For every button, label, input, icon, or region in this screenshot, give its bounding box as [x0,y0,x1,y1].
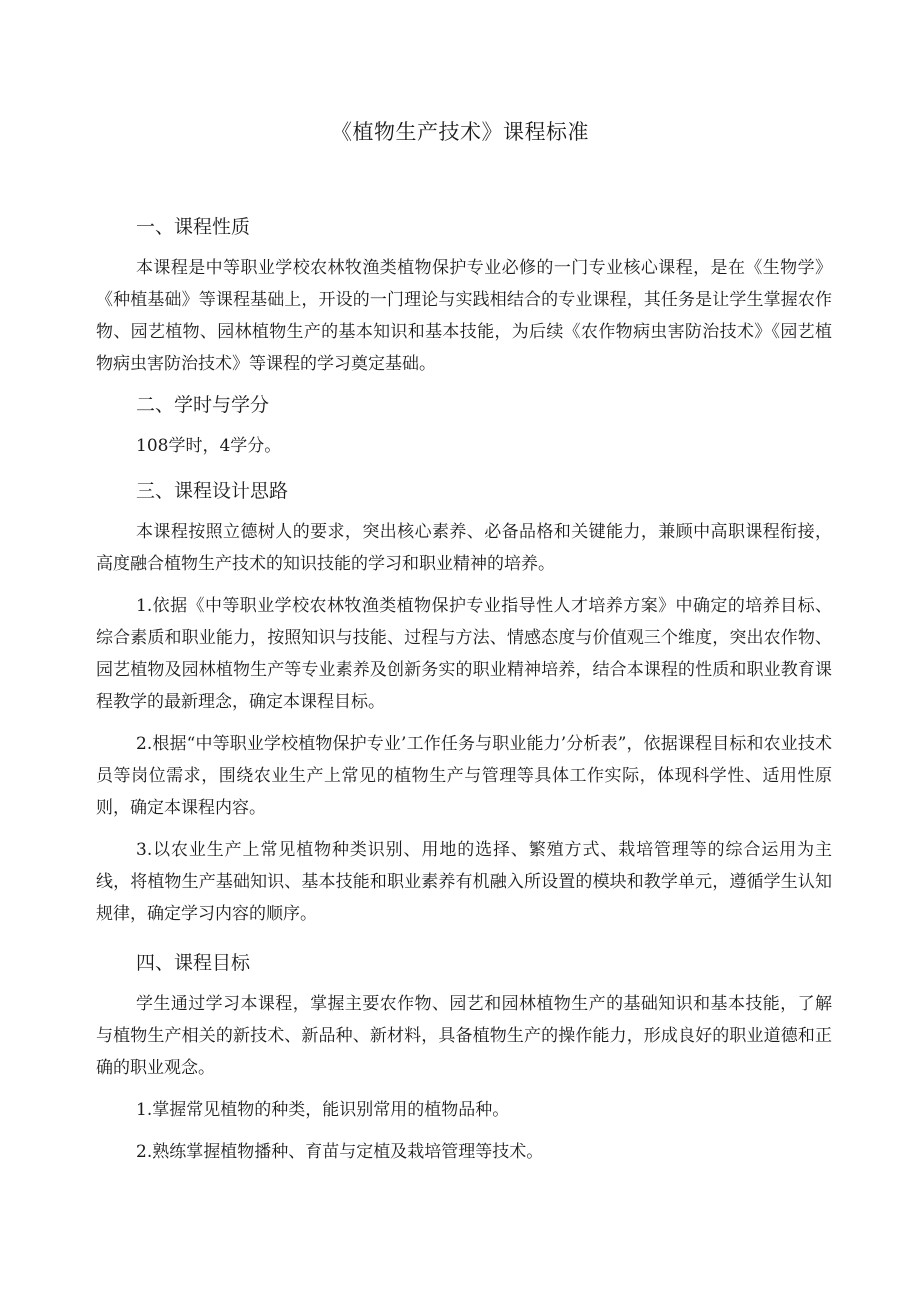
section-heading-nature: 一、课程性质 [136,216,251,238]
list-item: 3.以农业生产上常见植物种类识别、用地的选择、繁殖方式、栽培管理等的综合运用为主线，将植物生产基础知识、基本技能和职业素养有机融入所设置的模块和教学单元，遵循学生认知规律，确定学习内容的顺序。 [96,840,832,924]
section-paragraph: 本课程是中等职业学校农林牧渔类植物保护专业必修的一门专业核心课程，是在《生物学》《种植基础》等课程基础上，开设的一门理论与实践相结合的专业课程，其任务是让学生掌握农作物、园艺植物、园林植物生产的基本知识和基本技能，为后续《农作物病虫害防治技术》《园艺植物病虫害防治技术》等课程的学习奠定基础。 [96,258,832,374]
section-paragraph: 学生通过学习本课程，掌握主要农作物、园艺和园林植物生产的基础知识和基本技能，了解与植物生产相关的新技术、新品种、新材料，具备植物生产的操作能力，形成良好的职业道德和正确的职业观念。 [96,994,832,1078]
list-item: 2.熟练掌握植物播种、育苗与定植及栽培管理等技术。 [136,1142,544,1162]
section-paragraph: 本课程按照立德树人的要求，突出核心素养、必备品格和关键能力，兼顾中高职课程衔接，高度融合植物生产技术的知识技能的学习和职业精神的培养。 [96,522,832,574]
section-paragraph: 108学时，4学分。 [136,436,282,456]
list-item: 2.根据“中等职业学校植物保护专业’工作任务与职业能力’分析表”，依据课程目标和农业技术员等岗位需求，围绕农业生产上常见的植物生产与管理等具体工作实际，体现科学性、适用性原则，确定本课程内容。 [96,734,832,818]
document-title: 《植物生产技术》课程标准 [331,120,589,144]
document-body [96,212,832,1168]
list-item: 1.依据《中等职业学校农林牧渔类植物保护专业指导性人才培养方案》中确定的培养目标、综合素质和职业能力，按照知识与技能、过程与方法、情感态度与价值观三个维度，突出农作物、园艺植物及园林植物生产等专业素养及创新务实的职业精神培养，结合本课程的性质和职业教育课程教学的最新理念，确定本课程目标。 [96,596,832,712]
section-heading-hours-credits: 二、学时与学分 [136,394,270,416]
list-item: 1.掌握常见植物的种类，能识别常用的植物品种。 [136,1100,510,1120]
section-heading-objectives: 四、课程目标 [136,952,251,974]
section-heading-design-ideas: 三、课程设计思路 [136,480,289,502]
